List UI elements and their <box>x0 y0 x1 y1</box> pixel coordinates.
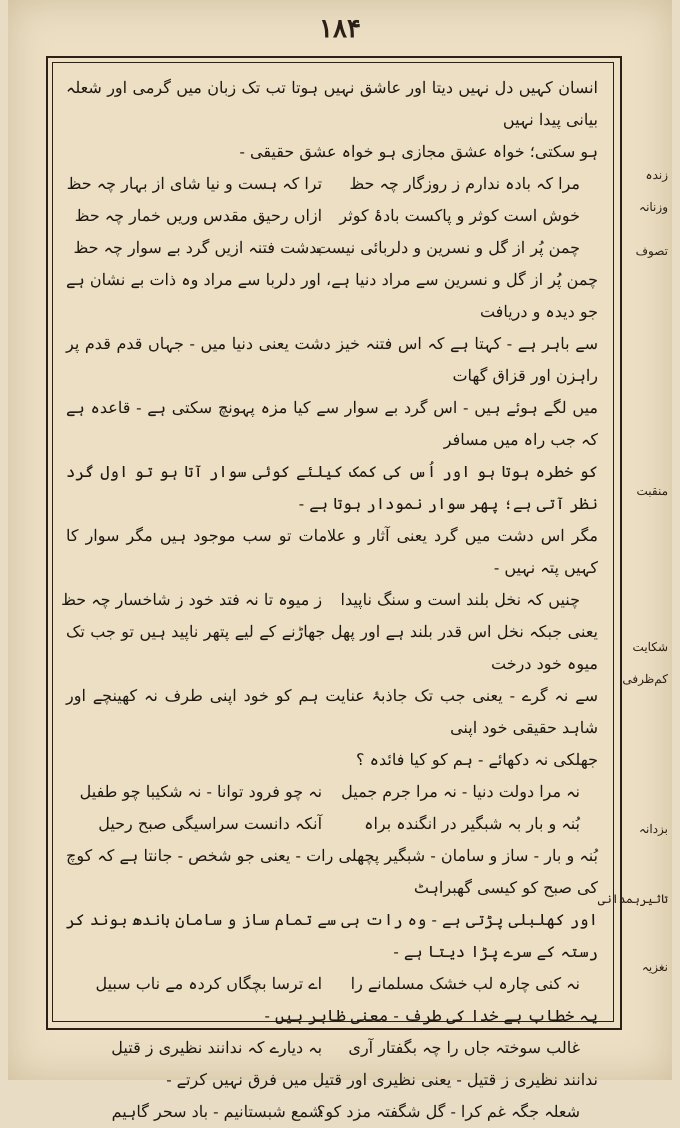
verse-couplet <box>66 968 598 1000</box>
verse-couplet <box>66 1096 598 1128</box>
verse-first-hemistich: چنیں کہ نخل بلند است و سنگ ناپیدا <box>340 590 580 609</box>
prose-line: سے نہ گرے - یعنی جب تک جاذبۂ عنایت ہم کو خود اپنی طرف نہ کھینچے اور شاہد حقیقی خود اپنی <box>66 686 598 737</box>
verse-first-hemistich: نہ کنی چارہ لب خشک مسلمانے را <box>350 974 580 993</box>
margin-note: بزدانہ <box>638 822 668 836</box>
verse-couplet <box>66 200 598 232</box>
verse-first-hemistich: بُنہ و بار بہ شبگیر در انگندہ براہ <box>364 814 580 833</box>
verse-second-hemistich: بہ دیارے کہ ندانند نظیری ز قتیل <box>111 1038 323 1057</box>
verse-couplet <box>61 584 598 616</box>
prose-line: بُنہ و بار - ساز و سامان - شبگیر پچھلی رات - یعنی جو شخص - جانتا ہے کہ کوچ کی صبح کو کیسی گھبراہٹ <box>66 846 598 897</box>
verse-second-hemistich: ز میوہ تا نہ فتد خود ز شاخسار چہ حظ <box>61 590 323 609</box>
prose-line: مگر اس دشت میں گرد یعنی آثار و علامات تو سب موجود ہیں مگر سوار کا کہیں پتہ نہیں - <box>66 526 598 577</box>
prose-line: ندانند نظیری ز قتیل - یعنی نظیری اور قتیل میں فرق نہیں کرتے - <box>166 1070 598 1089</box>
margin-note: منقبت <box>636 484 668 498</box>
prose-line: سے باہر ہے - کہتا ہے کہ اس فتنہ خیز دشت یعنی دنیا میں - جہاں قدم قدم پر راہزن اور قزاق گھات <box>66 334 598 385</box>
page-number: ۱۸۴ <box>319 14 361 44</box>
verse-second-hemistich: بدشت فتنہ ازیں گرد بے سوار چہ حظ <box>73 238 323 257</box>
verse-first-hemistich: شعلہ جگہ غم کرا - گل شگفتہ مزد کو؟ <box>316 1102 580 1121</box>
verse-first-hemistich: نہ مرا دولت دنیا - نہ مرا جرم جمیل <box>341 782 580 801</box>
verse-first-hemistich: چمن پُر از گل و نسرین و دلربائی نیست <box>315 238 580 257</box>
verse-second-hemistich: اے ترسا بچگاں کردہ مے ناب سبیل <box>95 974 323 993</box>
prose-line: میں لگے ہوئے ہیں - اس گرد بے سوار سے کیا مزہ پہونچ سکتی ہے - قاعدہ ہے کہ جب راہ میں مسافر <box>66 398 598 449</box>
verse-second-hemistich: شمع شبستانیم - باد سحر گاہیم <box>111 1102 323 1121</box>
verse-couplet <box>66 168 598 200</box>
prose-line: کو خطرہ ہوتا ہو اور اُس کی کمک کیلئے کوئی سوار آتا ہو تو اول گرد نظر آتی ہے؛ پھر سوار نمودار ہوتا ہے - <box>66 462 598 513</box>
verse-couplet <box>66 808 598 840</box>
prose-line: انسان کہیں دل نہیں دیتا اور عاشق نہیں ہوتا تب تک زبان میں گرمی اور شعلہ بیانی پیدا نہیں <box>66 78 598 129</box>
margin-note: تصوف <box>635 244 668 258</box>
verse-second-hemistich: آنکہ دانست سراسیگی صبح رحیل <box>98 814 323 833</box>
verse-first-hemistich: خوش است کوثر و پاکست بادۂ کوثر <box>339 206 580 225</box>
verse-first-hemistich: مرا کہ بادہ ندارم ز روزگار چہ حظ <box>349 174 580 193</box>
margin-notes <box>597 0 670 1080</box>
prose-line: چمن پُر از گل و نسرین سے مراد دنیا ہے، اور دلربا سے مراد وہ ذات بے نشان ہے جو دیدہ و دریافت <box>66 270 598 321</box>
verse-second-hemistich: ترا کہ ہست و نیا شای از بہار چہ حظ <box>66 174 323 193</box>
prose-line: یہ خطاب ہے خدا کی طرف - معنی ظاہر ہیں - <box>264 1006 598 1025</box>
verse-first-hemistich: غالب سوختہ جاں را چہ بگفتار آری <box>348 1038 580 1057</box>
book-page <box>8 0 672 1121</box>
prose-line: اور کھلبلی پڑتی ہے - وہ رات ہی سے تمام ساز و سامان باندھ بوند کر رستہ کے سرے پڑا دیتا ہے - <box>66 910 598 961</box>
prose-line: یعنی جبکہ نخل اس قدر بلند ہے اور پھل جھاڑنے کے لیے پتھر ناپید ہیں تو جب تک میوہ خود درخت <box>66 622 598 673</box>
verse-couplet <box>66 1032 598 1064</box>
margin-note: وزنانہ <box>639 200 668 214</box>
margin-note: تاثیر‌ہمدانی <box>597 892 668 906</box>
margin-note: شکایت <box>632 640 668 654</box>
prose-line: ہو سکتی؛ خواہ عشق مجازی ہو خواہ عشق حقیقی - <box>239 142 598 161</box>
verse-couplet <box>66 232 598 264</box>
verse-couplet <box>66 776 598 808</box>
margin-note: نغزیہ <box>641 960 668 974</box>
verse-second-hemistich: نہ چو فرود توانا - نہ شکیبا چو طفیل <box>79 782 323 801</box>
verse-second-hemistich: ازاں رحیق مقدس وریں خمار چہ حظ <box>74 206 323 225</box>
prose-line: جھلکی نہ دکھائے - ہم کو کیا فائدہ ؟ <box>356 750 598 769</box>
margin-note: کم‌ظرفی <box>622 672 668 686</box>
margin-note: زندہ <box>645 168 668 182</box>
page-content <box>61 72 598 1121</box>
